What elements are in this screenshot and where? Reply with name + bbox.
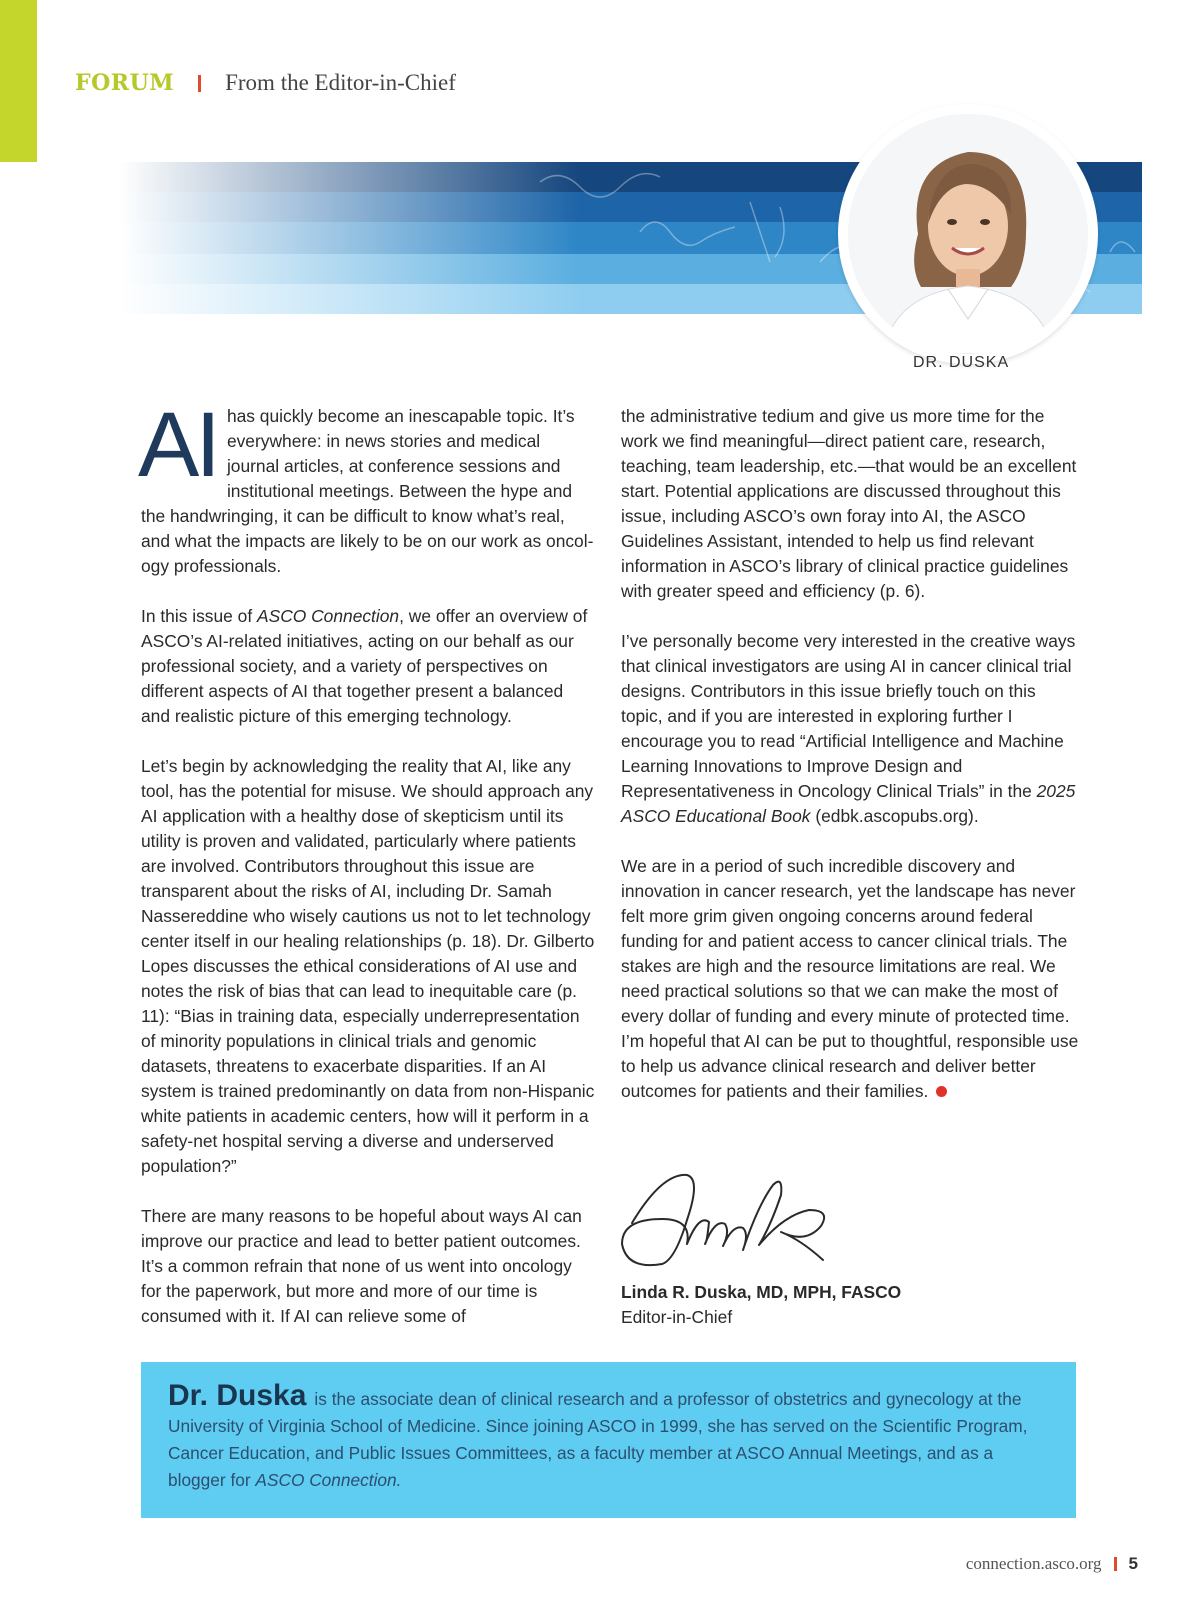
article-paragraph: the administrative tedium and give us more time for the work we find meaningful—direct patient care, research, teaching, team leadership, etc.—that would be an excellent start. Potential applications are discussed throughout this issue, including ASCO’s own foray into AI, the ASCO Guidelines Assistant, intended to help us find relevant information in ASCO’s library of clinical practice guidelines with greater speed and efficiency (p. 6). bbox=[621, 406, 1077, 601]
article-paragraph: I’ve personally become very interested in the creative ways that clinical investigators are using AI in cancer clinical trial designs. Contributors in this issue briefly touch on this topic, and if you are interested in exploring further I encourage you to read “Artificial Intelligence and Machine Learning Innovations to Improve Design and Representativeness in Oncology Clinical Trials” in the 2025 ASCO Educational Book (edbk.ascopubs.org). bbox=[621, 631, 1076, 826]
page-header bbox=[75, 66, 456, 100]
article-paragraph: Let’s begin by acknowledging the reality that AI, like any tool, has the potential for misuse. We should approach any AI application with a healthy dose of skepticism until its utility is proven and validated, particularly where patients are involved. Contributors throughout this issue are transparent about the risks of AI, including Dr. Samah Nassereddine who wisely cautions us not to let technology center itself in our healing relationships (p. 18). Dr. Gilberto Lopes discusses the ethical considerations of AI use and notes the risk of bias that can lead to inequitable care (p. 11): “Bias in training data, especially underrepresentation of minority populations in clinical trials and genomic datasets, threatens to exacerbate disparities. If an AI system is trained predominantly on data from non-Hispanic white patients in academic centers, how will it perform in a safety-net hospital serving a diverse and underserved population?” bbox=[141, 756, 595, 1176]
article-column-left bbox=[138, 394, 596, 1354]
author-bio-box bbox=[141, 1362, 1076, 1518]
drop-cap: AI bbox=[138, 394, 217, 496]
footer-url: connection.asco.org bbox=[965, 1554, 1102, 1573]
article-paragraph: There are many reasons to be hopeful about ways AI can improve our practice and lead to better patient outcomes. It’s a common refrain that none of us went into oncology for the paperwork, but more and more of our time is consumed with it. If AI can relieve some of bbox=[141, 1206, 582, 1326]
article-paragraph: AI has quickly become an inescapable topic. It’s everywhere: in news stories and medical journal articles, at conference sessions and institutional meetings. Between the hype and the handwringing, it can be difficult to know what’s real, and what the impacts are likely to be on our work as oncology professionals. bbox=[138, 394, 594, 576]
bio-name: Dr. Duska bbox=[168, 1379, 307, 1412]
article-paragraph: We are in a period of such incredible discovery and innovation in cancer research, yet the landscape has never felt more grim given ongoing concerns around federal funding for and patient access to cancer clinical trials. The stakes are high and the resource limitations are real. We need practical solutions so that we can make the most of every dollar of funding and every minute of protected time. I’m hopeful that AI can be put to thoughtful, responsible use to help us advance clinical research and deliver better outcomes for patients and their families. bbox=[621, 856, 1079, 1101]
portrait-caption: DR. DUSKA bbox=[913, 354, 1010, 371]
bio-italic: ASCO Connection. bbox=[255, 1470, 402, 1490]
footer-divider bbox=[1114, 1557, 1117, 1571]
article-paragraph: In this issue of ASCO Connection, we offer an overview of ASCO’s AI-related initiatives, acting on our behalf as our professional society, and a variety of perspectives on different aspects of AI that together present a balanced and realistic picture of this emerging technology. bbox=[141, 606, 588, 726]
article-column-right bbox=[621, 404, 1081, 1129]
page-footer bbox=[966, 1554, 1138, 1574]
header-title: From the Editor-in-Chief bbox=[225, 70, 456, 95]
signature-name: Linda R. Duska, MD, MPH, FASCO bbox=[621, 1282, 902, 1302]
editor-portrait bbox=[838, 104, 1098, 364]
header-divider bbox=[198, 75, 201, 92]
handwritten-signature bbox=[612, 1165, 852, 1285]
page-number: 5 bbox=[1128, 1554, 1138, 1573]
portrait-illustration bbox=[848, 114, 1088, 354]
section-label: FORUM bbox=[75, 70, 175, 96]
signature-role: Editor-in-Chief bbox=[621, 1307, 733, 1327]
end-mark-icon bbox=[936, 1086, 947, 1097]
bio-text: is the associate dean of clinical research and a professor of obstetrics and gynecology at the University of Virginia School of Medicine. Since joining ASCO in 1999, she has served on the Scientific Program, Cancer Education, and Public Issues Committees, as a faculty member at ASCO Annual Meetings, and as a blogger for bbox=[168, 1389, 1028, 1490]
section-color-tab bbox=[0, 0, 37, 162]
